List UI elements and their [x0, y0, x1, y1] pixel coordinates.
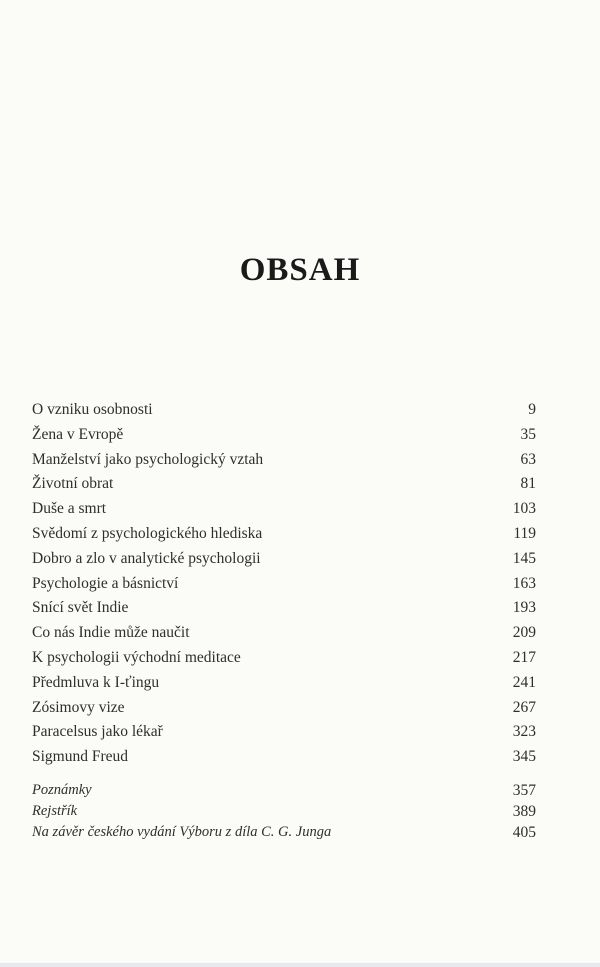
toc-entry	[32, 720, 536, 745]
toc-entry-page: 241	[512, 673, 536, 691]
toc-entry	[32, 745, 536, 770]
toc-entry	[32, 497, 536, 522]
toc-entry-title: Na závěr českého vydání Výboru z díla C. G. Junga	[32, 823, 332, 840]
toc-entry-title: Zósimovy vize	[32, 698, 125, 716]
toc-entry-page: 63	[520, 450, 536, 468]
toc-entry	[32, 547, 536, 572]
toc-entry-page: 209	[512, 624, 536, 642]
toc-appendix-entry	[32, 822, 536, 843]
toc-entry	[32, 572, 536, 597]
toc-entry-title: K psychologii východní meditace	[32, 648, 241, 666]
toc-entry-page: 9	[528, 401, 536, 418]
toc-entry-title: Žena v Evropě	[32, 425, 124, 443]
toc-entry-title: Snící svět Indie	[32, 599, 129, 617]
toc-entry-title: Poznámky	[32, 781, 92, 798]
toc-entry	[32, 522, 536, 547]
toc-entry	[32, 596, 536, 621]
toc-entry-title: Paracelsus jako lékař	[32, 723, 163, 741]
toc-entry	[32, 646, 536, 671]
toc-entry-title: O vzniku osobnosti	[32, 401, 153, 418]
toc-entry-title: Předmluva k I-ťingu	[32, 673, 160, 691]
toc-entry-page: 145	[512, 549, 536, 567]
toc-entry	[32, 398, 536, 423]
page-bottom-edge	[0, 963, 600, 967]
toc-entry-page: 389	[512, 802, 536, 820]
table-of-contents	[32, 398, 536, 843]
toc-entry-title: Manželství jako psychologický vztah	[32, 450, 264, 468]
toc-entry	[32, 448, 536, 473]
toc-entry	[32, 621, 536, 646]
toc-entry-page: 267	[512, 698, 536, 716]
toc-entry-page: 163	[512, 574, 536, 592]
toc-entry-title: Životní obrat	[32, 475, 114, 493]
toc-entry-page: 323	[512, 723, 536, 741]
toc-entry-page: 217	[512, 648, 536, 666]
toc-entry-page: 357	[512, 781, 536, 799]
toc-entry-title: Co nás Indie může naučit	[32, 624, 190, 642]
section-gap	[32, 770, 536, 780]
toc-appendix-entry	[32, 801, 536, 822]
toc-appendix-entry	[32, 780, 536, 801]
toc-entry-page: 405	[512, 823, 536, 841]
toc-entry	[32, 423, 536, 448]
toc-entry-title: Sigmund Freud	[32, 748, 129, 766]
toc-entry-title: Rejstřík	[32, 802, 78, 819]
toc-entry-page: 193	[512, 599, 536, 617]
toc-entry-page: 345	[512, 748, 536, 766]
page-title: OBSAH	[239, 252, 361, 288]
toc-entry-title: Svědomí z psychologického hlediska	[32, 524, 263, 542]
toc-entry-page: 103	[512, 500, 536, 518]
toc-entry-page: 35	[520, 425, 536, 443]
toc-entry-title: Duše a smrt	[32, 500, 107, 518]
toc-entry	[32, 472, 536, 497]
toc-entry-title: Dobro a zlo v analytické psychologii	[32, 549, 261, 567]
toc-entry-page: 119	[513, 524, 536, 542]
toc-entry-page: 81	[520, 475, 536, 493]
toc-entry-title: Psychologie a básnictví	[32, 574, 179, 592]
toc-entry	[32, 671, 536, 696]
toc-entry	[32, 696, 536, 721]
